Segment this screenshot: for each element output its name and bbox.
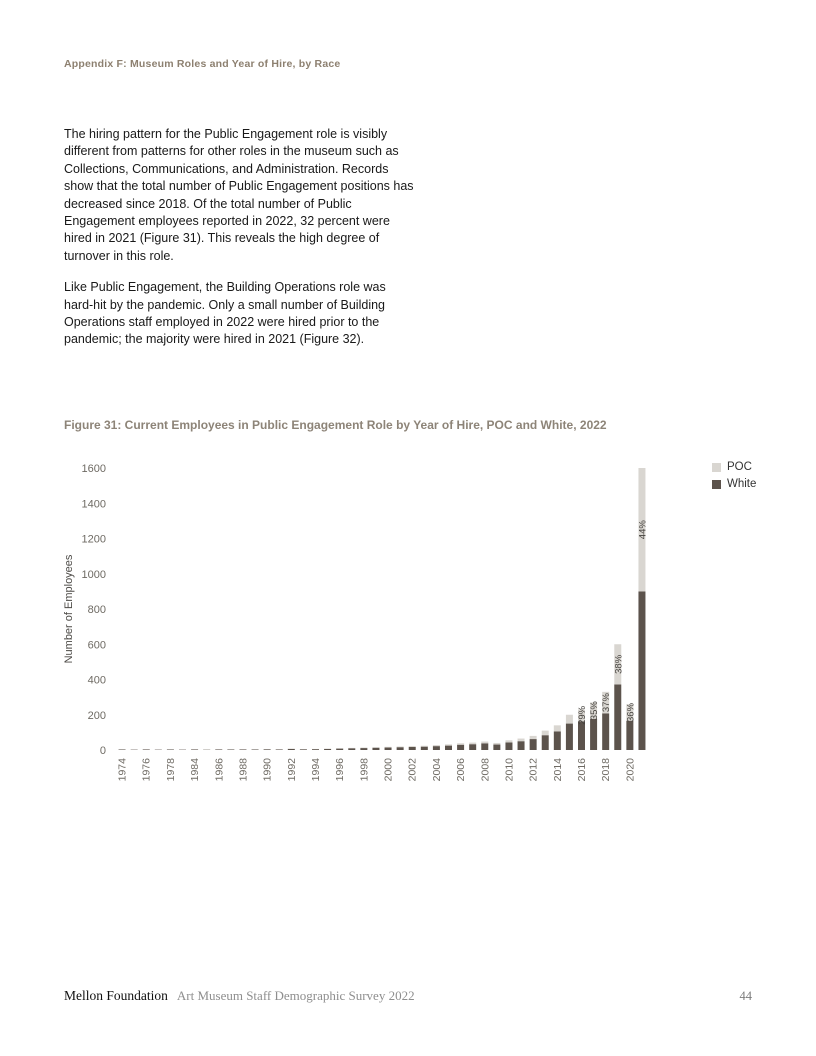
bar-white-1976 [143,749,150,750]
y-tick-label: 1600 [81,463,106,475]
bar-poc-2014 [554,725,561,731]
bar-white-1990 [264,749,271,750]
paragraph-2: Like Public Engagement, the Building Operations role was hard-hit by the pandemic. Only a small number of Building Operations staff employed in 2022 were hired prior to the pandemic; the majority were hired in 2021 (Figure 32). [64,280,386,347]
bar-white-2018 [602,713,609,750]
x-tick-label: 2004 [430,758,443,782]
paragraph-1: The hiring pattern for the Public Engagement role is visibly different from patterns for other roles in the museum such as Collections, Communications, and Administration. Records show that the total number of Public Engagement positions has decreased since 2018. Of the total number of Public Engagement employees reported in 2022, 32 percent were hired in 2021 (Figure 31). This reveals the high degree of turnover in this role. [64,127,414,263]
bar-poc-2001 [397,746,404,747]
y-tick-label: 1000 [81,568,106,581]
bar-white-1995 [324,749,331,750]
bar-white-2020 [626,721,633,750]
bar-poc-2012 [530,736,537,739]
bar-poc-2000 [385,747,392,748]
bar-white-2002 [409,747,416,750]
figure-31-chart [56,460,656,800]
footer-brand: Mellon Foundation [64,988,168,1003]
bar-white-2013 [542,735,549,750]
bar-white-1994 [312,749,319,750]
bar-white-2012 [530,739,537,750]
bar-white-1997 [348,748,355,750]
bar-white-2010 [505,742,512,750]
bar-white-2006 [457,745,464,750]
x-tick-label: 2020 [624,758,637,782]
x-tick-label: 2002 [406,758,419,782]
body-text [64,126,416,363]
bar-poc-2011 [518,739,525,742]
x-tick-label: 1994 [310,758,322,782]
x-tick-label: 1974 [116,758,129,782]
x-tick-label: 1996 [334,758,347,782]
legend-item-poc [712,461,756,473]
bar-poc-2006 [457,743,464,744]
x-tick-label: 2000 [382,758,395,782]
legend-swatch-poc [712,463,721,472]
x-tick-label: 2012 [527,758,540,782]
bar-white-1978 [167,749,174,750]
x-tick-label: 2008 [479,758,492,782]
x-tick-label: 1988 [237,758,250,782]
bar-white-2004 [433,746,440,750]
bar-white-1991 [276,749,283,750]
legend-label-poc: POC [727,461,752,473]
bar-white-2015 [566,724,573,750]
bar-white-2000 [385,748,392,750]
x-tick-label: 1976 [140,758,153,782]
bar-poc-2009 [493,743,500,745]
bar-white-1996 [336,749,343,750]
bar-white-1998 [360,748,367,750]
x-tick-label: 2010 [503,758,516,782]
x-tick-label: 1992 [285,758,298,782]
bar-white-1989 [252,749,259,750]
bar-white-1984 [191,749,198,750]
bar-white-1988 [239,749,246,750]
bar-poc-2008 [481,742,488,744]
footer-left [64,987,415,1005]
bar-white-1987 [227,749,234,750]
y-tick-label: 800 [87,604,106,616]
x-tick-label: 1978 [164,758,177,782]
legend-item-white [712,478,756,490]
y-tick-label: 400 [87,674,106,687]
y-tick-label: 0 [99,745,106,757]
bar-pct-label: 37% [601,693,613,713]
page-footer [64,987,752,1005]
figure-title: Figure 31: Current Employees in Public Engagement Role by Year of Hire, POC and White, 2022 [64,418,607,432]
y-tick-label: 1200 [81,533,106,546]
bar-poc-2013 [542,731,549,736]
footer-doc-title: Art Museum Staff Demographic Survey 2022 [176,988,415,1003]
bar-poc-2010 [505,740,512,742]
bar-pct-label: 38% [613,654,625,674]
bar-white-2021 [638,591,645,750]
bar-pct-label: 35% [589,701,601,721]
x-tick-label: 1984 [189,758,202,782]
appendix-header: Appendix F: Museum Roles and Year of Hire, by Race [64,58,341,70]
bar-white-1993 [300,749,307,750]
bar-white-2011 [518,741,525,750]
y-tick-label: 1400 [81,498,106,511]
bar-poc-1998 [360,748,367,749]
bar-white-1992 [288,749,295,750]
legend-label-white: White [727,478,757,490]
bar-white-2007 [469,744,476,750]
x-tick-label: 1986 [213,758,226,782]
bar-white-2001 [397,747,404,750]
chart-legend [712,461,756,490]
figure-31-chart-container [56,460,656,805]
x-tick-label: 1990 [261,758,274,782]
bar-poc-2007 [469,743,476,745]
y-tick-label: 200 [87,709,106,722]
bar-poc-2005 [445,744,452,745]
bar-pct-label: 29% [577,705,588,725]
bar-pct-label: 36% [625,702,637,722]
bar-poc-2003 [421,746,428,747]
bar-white-1986 [215,749,222,750]
x-tick-label: 2018 [600,758,613,782]
bar-white-2019 [614,684,621,750]
x-tick-label: 2016 [576,758,588,782]
bar-white-1999 [372,748,379,750]
bar-white-2008 [481,743,488,750]
x-tick-label: 1998 [358,758,371,782]
y-axis-title: Number of Employees [63,554,75,664]
x-tick-label: 2014 [551,758,564,782]
y-tick-label: 600 [87,639,106,652]
bar-white-1974 [119,749,126,750]
legend-swatch-white [712,480,721,489]
bar-white-2014 [554,731,561,750]
bar-white-2005 [445,746,452,750]
page-number: 44 [739,989,752,1003]
bar-poc-2002 [409,746,416,747]
bar-white-2017 [590,719,597,750]
x-tick-label: 2006 [455,758,468,782]
bar-poc-2015 [566,715,573,724]
bar-poc-1999 [372,747,379,748]
bar-white-2009 [493,745,500,750]
bar-pct-label: 44% [637,520,649,540]
bar-poc-2004 [433,745,440,746]
bar-white-2003 [421,747,428,750]
